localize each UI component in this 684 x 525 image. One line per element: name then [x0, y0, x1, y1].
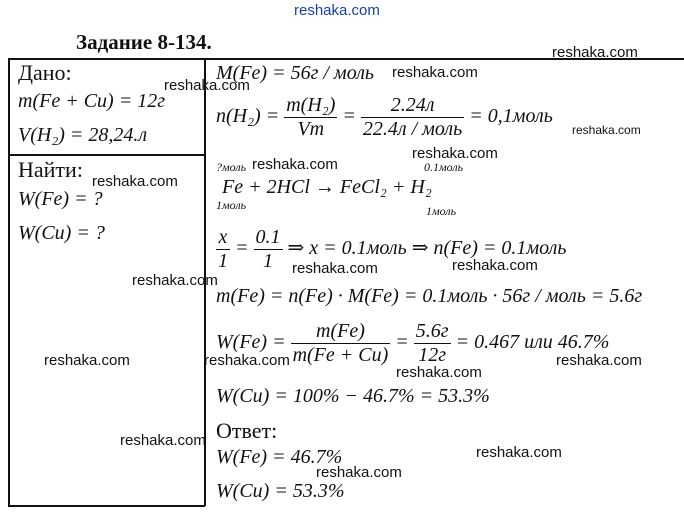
fraction-numerator: m(Fe): [316, 320, 365, 342]
eq-below-fe: 1моль: [216, 198, 247, 212]
fraction-denominator: m(Fe + Cu): [292, 344, 389, 366]
w-fe-result: = 0.467 или 46.7%: [455, 331, 610, 354]
watermark: reshaka.com: [132, 272, 218, 289]
n-h2-lhs: n(H₂) =: [216, 105, 280, 128]
proportion-fraction-x: [216, 226, 230, 273]
find-w-fe: W(Fe) = ?: [18, 188, 103, 210]
find-w-cu: W(Cu) = ?: [18, 222, 105, 244]
w-fe-fraction-values: [414, 320, 451, 367]
w-fe-lhs: W(Fe) =: [216, 331, 286, 354]
proportion: $\frac{x}{1}$ = $\frac{0.1}{1}$ ⇒ x = 0.1моль ⇒ n(Fe) = 0.1моль: [218, 226, 567, 272]
watermark: reshaka.com: [556, 352, 642, 369]
watermark: reshaka.com: [164, 77, 250, 94]
fraction-denominator: 22.4л / моль: [362, 118, 463, 140]
find-label: Найти:: [18, 157, 83, 182]
fraction-denominator: Vm: [284, 117, 337, 141]
fraction-numerator: m(H₂): [286, 94, 336, 116]
watermark: reshaka.com: [412, 145, 498, 162]
site-header-link[interactable]: reshaka.com: [294, 2, 380, 19]
watermark: reshaka.com: [120, 432, 206, 449]
given-volume-h2: V(H₂) = 28,24.л: [18, 124, 148, 146]
fraction-denominator: 12г: [414, 343, 451, 367]
watermark: reshaka.com: [92, 173, 178, 190]
watermark: reshaka.com: [44, 352, 130, 369]
n-h2-fraction-formula: [284, 94, 337, 141]
task-title: Задание 8-134.: [76, 30, 212, 54]
watermark: reshaka.com: [572, 123, 641, 137]
w-fe-fraction-formula: [291, 320, 391, 367]
given-find-divider: [8, 154, 205, 156]
proportion-fraction-value: [254, 226, 283, 273]
given-mass-mixture: m(Fe + Cu) = 12г: [18, 90, 165, 112]
proportion-result: ⇒ x = 0.1моль ⇒ n(Fe) = 0.1моль: [287, 237, 567, 260]
molar-mass-fe: M(Fe) = 56г / моль: [216, 62, 375, 84]
fraction-numerator: 2.24л: [390, 94, 435, 116]
fraction-denominator: 1: [254, 249, 283, 273]
table-left-border: [8, 58, 10, 506]
answer-w-fe: W(Fe) = 46.7%: [216, 446, 343, 468]
fraction-numerator: 5.6г: [415, 320, 449, 342]
watermark: reshaka.com: [316, 464, 402, 481]
watermark: reshaka.com: [204, 352, 290, 369]
n-h2-result: = 0,1моль: [469, 105, 553, 128]
mass-fe-calc: m(Fe) = n(Fe) · M(Fe) = 0.1моль · 56г / моль = 5.6г: [216, 285, 643, 307]
n-h2-fraction-values: [361, 94, 464, 141]
watermark: reshaka.com: [292, 260, 378, 277]
watermark: reshaka.com: [452, 257, 538, 274]
answer-label: Ответ:: [216, 418, 278, 443]
watermark: reshaka.com: [396, 364, 482, 381]
n-h2-formula: n(H₂) = $\frac{\text{m(H₂)}}{Vm}$ = $\frac{2.24л}{\text{22.4л / моль}}$ = 0,1моль: [216, 94, 553, 140]
answer-w-cu: W(Cu) = 53.3%: [216, 480, 345, 502]
fraction-denominator: 1: [218, 250, 228, 272]
watermark: reshaka.com: [552, 44, 638, 61]
fraction-numerator: x: [218, 226, 228, 248]
fraction-numerator: 0.1: [255, 226, 281, 248]
eq-below-h2: 1моль: [426, 204, 457, 218]
w-fe-formula: W(Fe) = $\frac{m(Fe)}{m(Fe + Cu)}$ = $\frac{5.6г}{12г}$ = 0.467 или 46.7%: [216, 320, 610, 366]
watermark: reshaka.com: [252, 156, 338, 173]
table-bottom-border: [8, 505, 205, 507]
reaction-equation: Fe + 2HCl → FeCl₂ + H₂: [222, 176, 432, 198]
w-cu-calc: W(Cu) = 100% − 46.7% = 53.3%: [216, 385, 490, 407]
watermark: reshaka.com: [476, 444, 562, 461]
watermark: reshaka.com: [392, 64, 478, 81]
given-label: Дано:: [18, 60, 72, 85]
eq-above-fe: ?моль: [216, 160, 247, 174]
eq-above-h2: 0.1моль: [424, 160, 464, 174]
